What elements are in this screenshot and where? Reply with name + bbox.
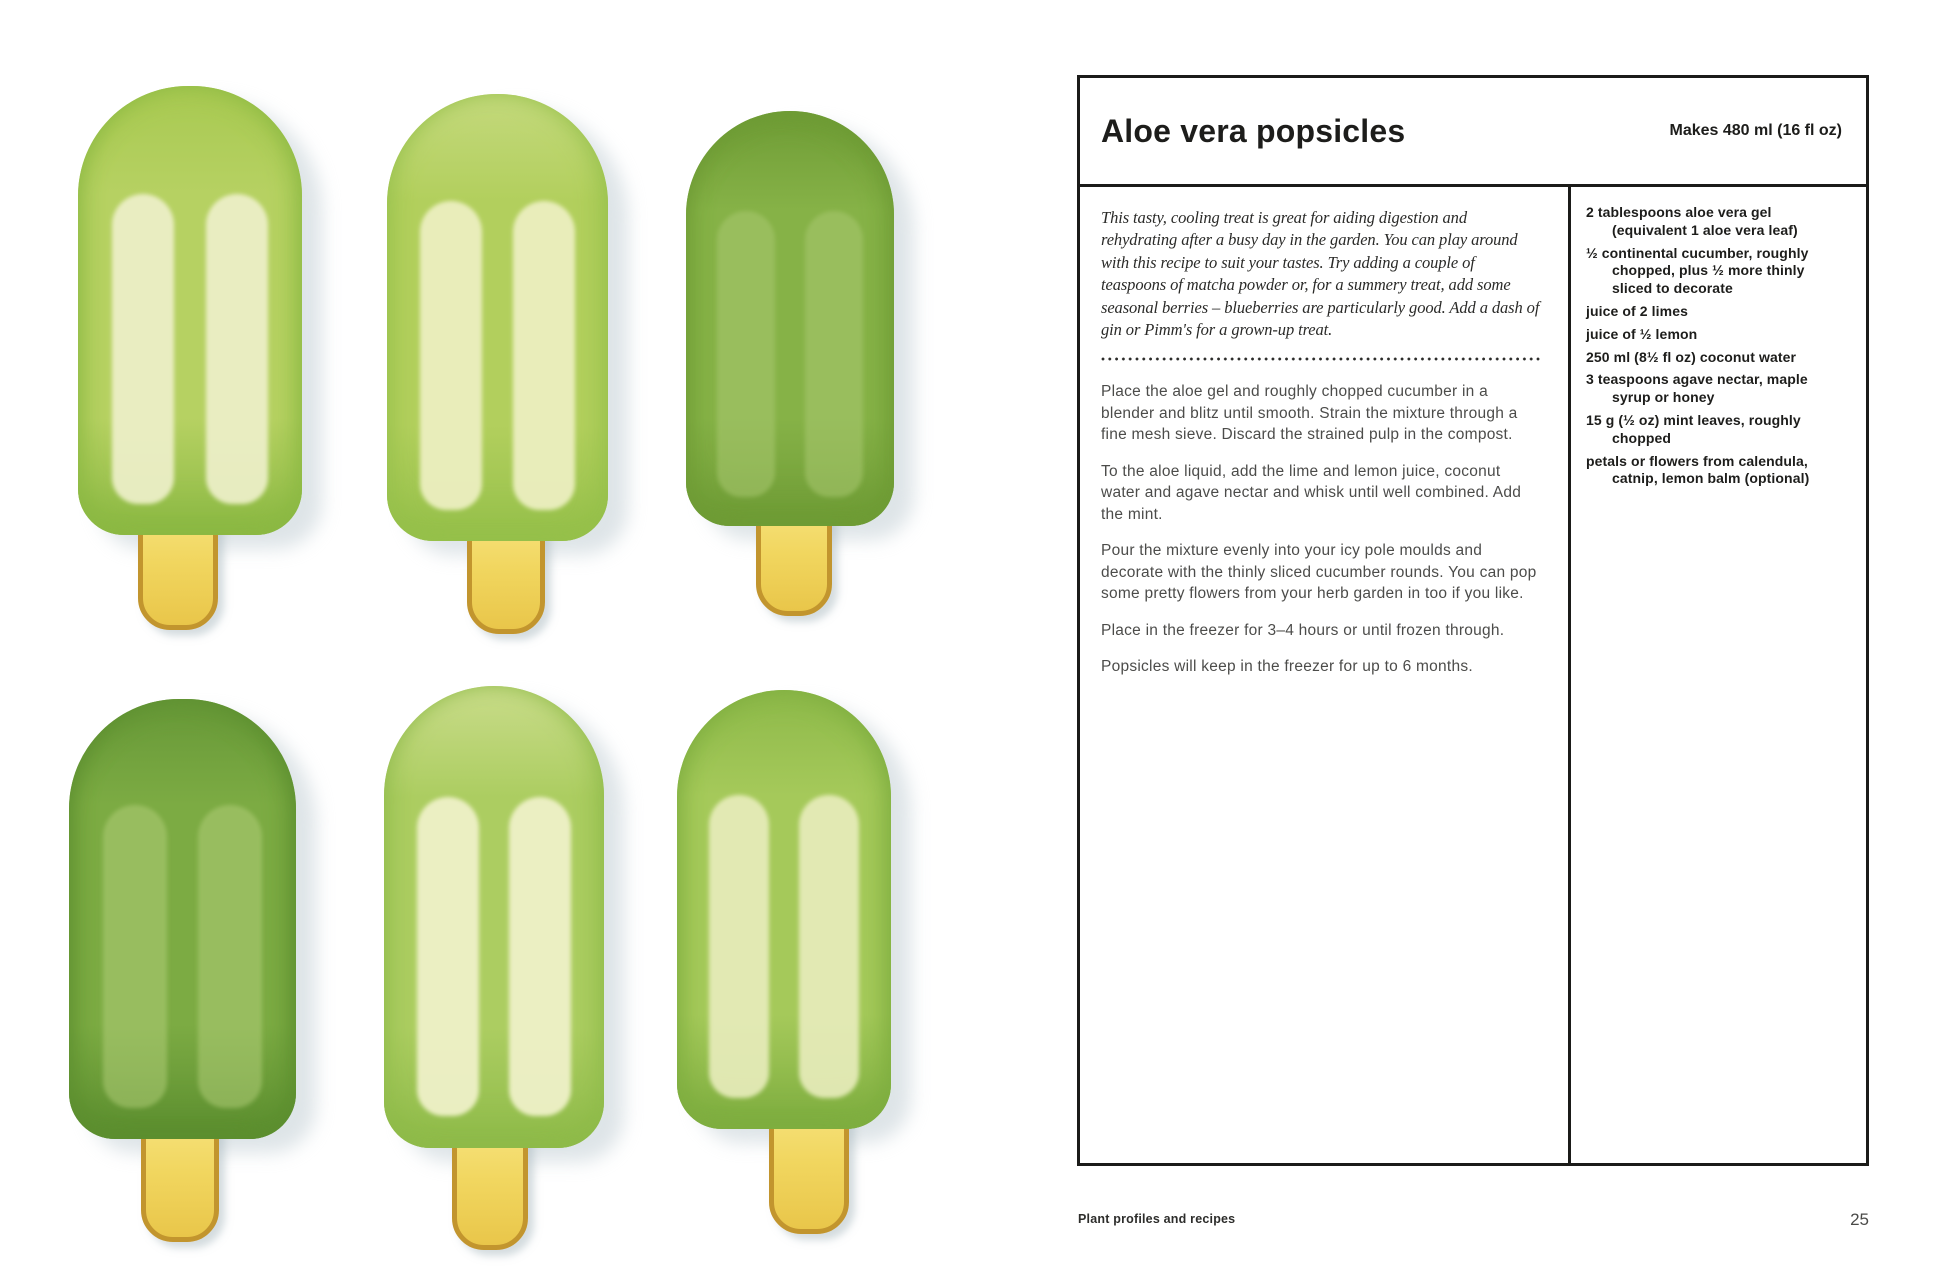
recipe-intro: This tasty, cooling treat is great for aiding digestion and rehydrating after a busy day in the garden. You can play around with this recipe to suit your tastes. Try adding a couple of teaspoons of matcha powder or, for a summery treat, add some seasonal berries – blueberries are particularly good. Add a dash of gin or Pimm's for a grown-up treat. <box>1101 208 1540 340</box>
popsicle-illustration <box>387 94 608 541</box>
recipe-title: Aloe vera popsicles <box>1101 112 1406 149</box>
popsicle-highlight <box>417 797 479 1116</box>
ingredient-item: juice of ½ lemon <box>1586 325 1698 342</box>
ingredient-item: 2 tablespoons aloe vera gel (equivalent 1 aloe vera leaf) <box>1586 204 1798 238</box>
recipe-yield: Makes 480 ml (16 fl oz) <box>1669 122 1842 139</box>
recipe-card <box>1077 75 1869 1166</box>
popsicle-highlight <box>513 201 575 509</box>
popsicle-highlight <box>420 201 482 509</box>
popsicle-body <box>69 699 296 1139</box>
popsicle-illustration <box>677 690 891 1129</box>
popsicle-illustration <box>78 86 302 535</box>
popsicle-highlight <box>206 194 269 504</box>
popsicle-body <box>384 686 604 1148</box>
recipe-card-body <box>1080 187 1866 1163</box>
method-column <box>1080 187 1568 1163</box>
popsicle-body <box>387 94 608 541</box>
ingredient-item: petals or flowers from calendula, catnip, lemon balm (optional) <box>1586 452 1810 487</box>
popsicle-highlight <box>805 211 863 497</box>
popsicle-highlight <box>103 805 167 1109</box>
popsicle-illustration <box>69 699 296 1139</box>
method-paragraph: Pour the mixture evenly into your icy pole moulds and decorate with the thinly sliced cucumber rounds. You can pop some pretty flowers from your herb garden in too if you like. <box>1101 542 1537 603</box>
popsicle-highlight <box>709 795 769 1098</box>
page-number: 25 <box>1850 1210 1869 1229</box>
dotted-divider <box>1101 357 1542 361</box>
method-paragraph: Place the aloe gel and roughly chopped cucumber in a blender and blitz until smooth. Strain the mixture through a fine mesh sieve. Discard the strained pulp in the compost. <box>1101 383 1518 444</box>
recipe-card-titlebar <box>1080 78 1866 187</box>
ingredients-column <box>1568 187 1866 1163</box>
method-steps <box>1101 381 1542 678</box>
ingredient-item: 15 g (½ oz) mint leaves, roughly chopped <box>1586 411 1801 446</box>
ingredient-item: juice of 2 limes <box>1586 302 1688 319</box>
popsicle-highlight <box>112 194 175 504</box>
popsicle-illustration <box>384 686 604 1148</box>
ingredient-item: 250 ml (8½ fl oz) coconut water <box>1586 348 1797 365</box>
popsicle-highlight <box>799 795 859 1098</box>
popsicle-body <box>686 111 894 526</box>
popsicle-illustration <box>686 111 894 526</box>
ingredients-list <box>1586 204 1848 488</box>
method-paragraph: Place in the freezer for 3–4 hours or until frozen through. <box>1101 621 1505 639</box>
ingredient-item: ½ continental cucumber, roughly chopped, plus ½ more thinly sliced to decorate <box>1586 244 1809 297</box>
footer-section-label: Plant profiles and recipes <box>1078 1212 1236 1226</box>
popsicle-body <box>677 690 891 1129</box>
method-paragraph: To the aloe liquid, add the lime and lemon juice, coconut water and agave nectar and whisk until well combined. Add the mint. <box>1101 462 1522 523</box>
popsicle-highlight <box>509 797 571 1116</box>
popsicle-highlight <box>198 805 262 1109</box>
popsicle-highlight <box>717 211 775 497</box>
ingredient-item: 3 teaspoons agave nectar, maple syrup or honey <box>1586 371 1808 406</box>
popsicle-body <box>78 86 302 535</box>
method-paragraph: Popsicles will keep in the freezer for up to 6 months. <box>1101 658 1473 676</box>
